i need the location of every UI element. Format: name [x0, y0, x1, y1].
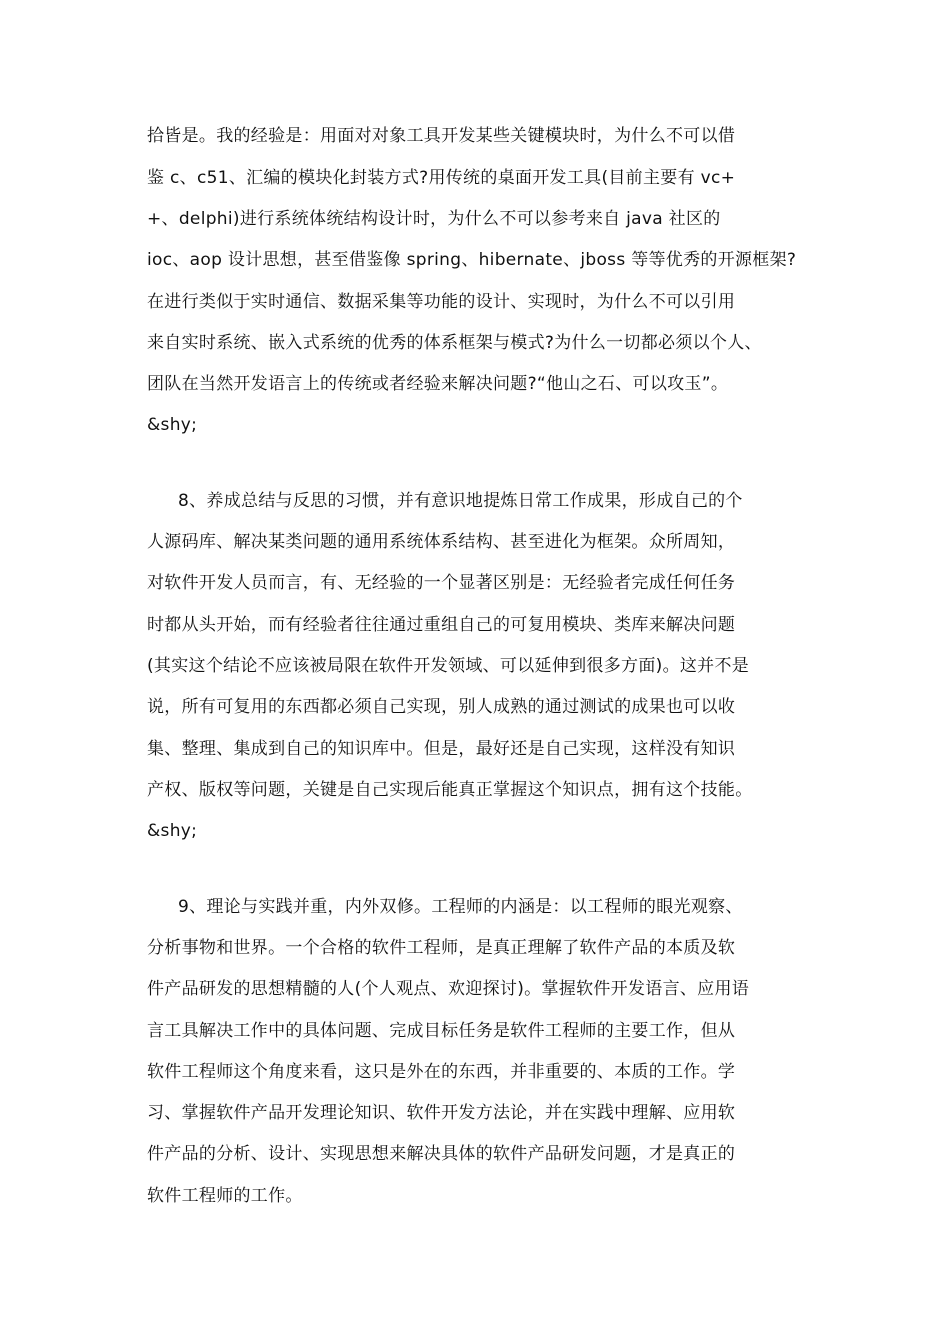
text-line: &shy;: [147, 821, 198, 841]
text-line: 分析事物和世界。一个合格的软件工程师，是真正理解了软件产品的本质及软: [147, 938, 736, 958]
text-line: 9、理论与实践并重，内外双修。工程师的内涵是：以工程师的眼光观察、: [178, 897, 743, 917]
text-line: (其实这个结论不应该被局限在软件开发领域、可以延伸到很多方面)。这并不是: [147, 656, 750, 676]
text-line: 拾皆是。我的经验是：用面对对象工具开发某些关键模块时，为什么不可以借: [147, 126, 736, 146]
text-line: 鉴 c、c51、汇编的模块化封装方式?用传统的桌面开发工具(目前主要有 vc+: [147, 168, 736, 188]
text-line: ioc、aop 设计思想，甚至借鉴像 spring、hibernate、jboss 等等优秀的开源框架?: [147, 250, 797, 270]
text-line: 件产品研发的思想精髓的人(个人观点、欢迎探讨)。掌握软件开发语言、应用语: [147, 979, 750, 999]
text-line: +、delphi)进行系统体统结构设计时，为什么不可以参考来自 java 社区的: [147, 209, 721, 229]
text-line: 来自实时系统、嵌入式系统的优秀的体系框架与模式?为什么一切都必须以个人、: [147, 333, 762, 353]
text-line: 人源码库、解决某类问题的通用系统体系结构、甚至进化为框架。众所周知，: [147, 532, 736, 552]
text-line: 8、养成总结与反思的习惯，并有意识地提炼日常工作成果，形成自己的个: [178, 491, 743, 511]
text-line: 时都从头开始，而有经验者往往通过重组自己的可复用模块、类库来解决问题: [147, 615, 736, 635]
text-line: 软件工程师这个角度来看，这只是外在的东西，并非重要的、本质的工作。学: [147, 1062, 736, 1082]
text-line: &shy;: [147, 415, 198, 435]
text-line: 对软件开发人员而言，有、无经验的一个显著区别是：无经验者完成任何任务: [147, 573, 736, 593]
text-line: 言工具解决工作中的具体问题、完成目标任务是软件工程师的主要工作，但从: [147, 1021, 736, 1041]
text-line: 软件工程师的工作。: [147, 1186, 303, 1206]
text-line: 在进行类似于实时通信、数据采集等功能的设计、实现时，为什么不可以引用: [147, 292, 736, 312]
text-line: 团队在当然开发语言上的传统或者经验来解决问题?“他山之石、可以攻玉”。: [147, 374, 729, 394]
text-line: 习、掌握软件产品开发理论知识、软件开发方法论，并在实践中理解、应用软: [147, 1103, 736, 1123]
text-line: 件产品的分析、设计、实现思想来解决具体的软件产品研发问题，才是真正的: [147, 1144, 736, 1164]
text-line: 产权、版权等问题，关键是自己实现后能真正掌握这个知识点，拥有这个技能。: [147, 780, 753, 800]
text-line: 说，所有可复用的东西都必须自己实现，别人成熟的通过测试的成果也可以收: [147, 697, 736, 717]
text-line: 集、整理、集成到自己的知识库中。但是，最好还是自己实现，这样没有知识: [147, 739, 736, 759]
